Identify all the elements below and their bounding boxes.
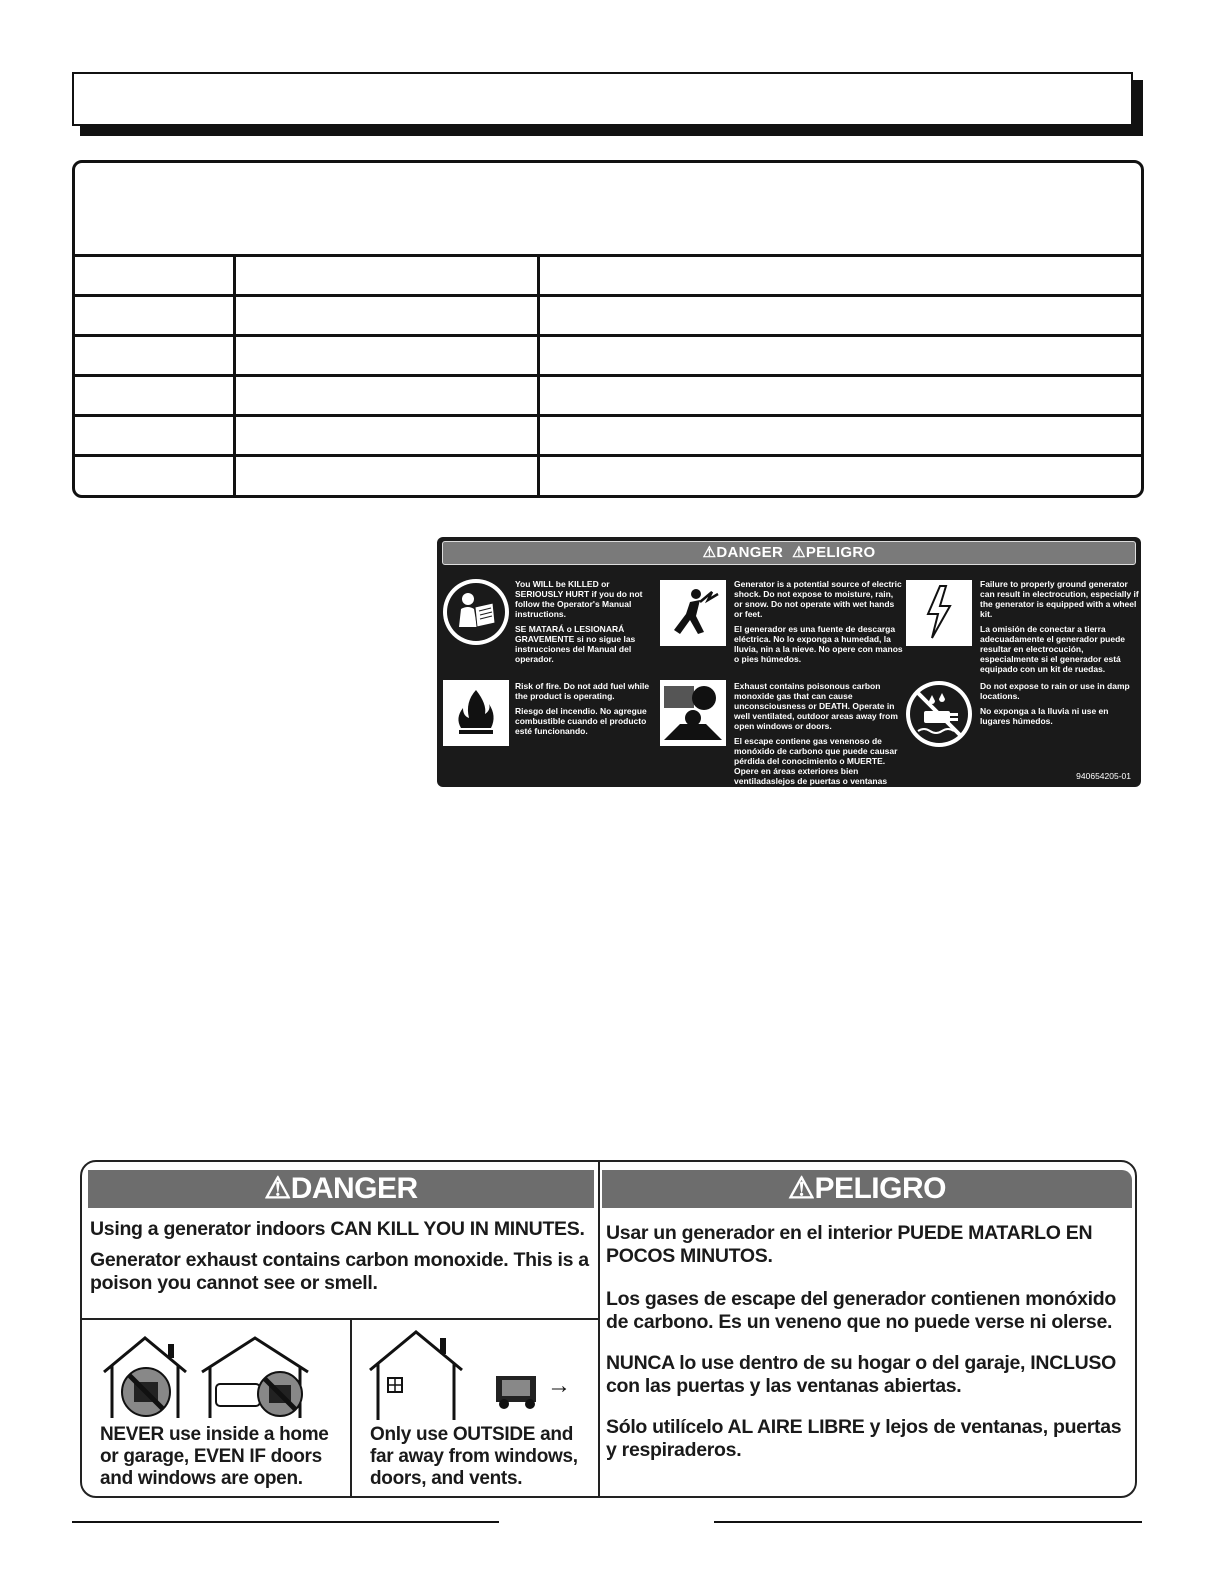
label-text-es: SE MATARÁ o LESIONARÁ GRAVEMENTE si no sigue las instrucciones del Manual del operador. <box>515 624 636 664</box>
label-item-co <box>734 681 909 801</box>
spanish-headline: Usar un generador en el interior PUEDE MATARLO EN POCOS MINUTOS. <box>606 1222 1093 1267</box>
no-rain-icon <box>904 679 974 749</box>
panel-divider <box>598 1162 600 1496</box>
table-row <box>75 257 1141 297</box>
spanish-body-1: Los gases de escape del generador contienen monóxido de carbono. Es un veneno que no puede verse ni olerse. <box>606 1288 1116 1333</box>
label-text-en: Do not expose to rain or use in damp locations. <box>980 681 1130 701</box>
label-item-manual <box>515 579 660 669</box>
label-text-es: El generador es una fuente de descarga eléctrica. No lo exponga a humedad, la lluvia, nin a la nieve. No opere con manos o pies húmedos. <box>734 624 903 664</box>
peligro-title-bar <box>602 1170 1132 1208</box>
label-title-peligro: PELIGRO <box>805 544 876 561</box>
label-text-en: Exhaust contains poisonous carbon monoxide gas that can cause unconsciousness or DEATH. Operate in well ventilated, outdoor areas away from open windows or doors. <box>734 681 898 731</box>
label-text-en: You WILL be KILLED or SERIOUSLY HURT if you do not follow the Operator's Manual instructions. <box>515 579 643 619</box>
table-row <box>75 457 1141 495</box>
table-row <box>75 297 1141 337</box>
electrocution-icon <box>906 580 972 646</box>
electric-shock-icon <box>660 580 726 646</box>
read-manual-icon <box>441 577 511 647</box>
outside-only-text: Only use OUTSIDE and far away from windows, doors, and vents. <box>370 1424 578 1489</box>
symbols-table <box>72 160 1144 498</box>
danger-title: DANGER <box>290 1172 418 1205</box>
garage-no-generator-icon <box>198 1334 312 1420</box>
label-text-es: El escape contiene gas venenoso de monóxido de carbono que puede causar pérdida del conocimiento o MUERTE. Opere en áreas exteriores bien ventiladaslejos de puertas o ventanas abiertas. <box>734 736 898 796</box>
footer-rule-right <box>714 1521 1142 1523</box>
house-outside-icon <box>366 1328 466 1422</box>
label-title-bar <box>442 541 1136 565</box>
warning-triangle-icon: ⚠ <box>264 1172 291 1205</box>
danger-headline-part-2: CAN KILL YOU IN MINUTES. <box>330 1218 585 1240</box>
table-header <box>75 163 1141 257</box>
label-text-en: Failure to properly ground generator can result in electrocution, especially if the generator is equipped with a wheel kit. <box>980 579 1139 619</box>
label-text-es: La omisión de conectar a tierra adecuadamente el generador puede resultar en electrocución, especialmente si el generador está equipado con un kit de ruedas. <box>980 624 1126 674</box>
danger-title-bar <box>88 1170 594 1208</box>
table-row <box>75 417 1141 457</box>
label-item-rain <box>980 681 1130 731</box>
never-indoors-text: NEVER use inside a home or garage, EVEN IF doors and windows are open. <box>100 1424 329 1489</box>
danger-headline-part-1: Using a generator indoors <box>90 1218 326 1240</box>
label-text-es: No exponga a la lluvia ni use en lugares húmedos. <box>980 706 1109 726</box>
danger-english-text <box>90 1218 595 1295</box>
warning-triangle-icon: ⚠ <box>788 1172 815 1205</box>
carbon-monoxide-icon <box>660 680 726 746</box>
warning-triangle-icon: ⚠ <box>792 544 806 561</box>
panel-inner-divider <box>350 1318 352 1498</box>
label-item-fire <box>515 681 660 741</box>
footer-rule-left <box>72 1521 499 1523</box>
house-no-generator-icon <box>100 1334 190 1420</box>
danger-panel <box>80 1160 1137 1498</box>
section-header-box <box>72 72 1133 126</box>
spanish-body-2: NUNCA lo use dentro de su hogar o del garaje, INCLUSO con las puertas y las ventanas abiertas. <box>606 1352 1116 1397</box>
label-item-shock <box>734 579 904 669</box>
danger-body: Generator exhaust contains carbon monoxide. This is a poison you cannot see or smell. <box>90 1249 589 1294</box>
table-row <box>75 337 1141 377</box>
label-title-danger: DANGER <box>716 544 784 561</box>
label-item-ground <box>980 579 1140 679</box>
label-text-en: Generator is a potential source of electric shock. Do not expose to moisture, rain, or snow. Do not operate with wet hands or feet. <box>734 579 902 619</box>
label-part-number: 940654205-01 <box>1076 771 1131 781</box>
fire-icon <box>443 680 509 746</box>
peligro-title: PELIGRO <box>814 1172 946 1205</box>
label-text-es: Riesgo del incendio. No agregue combustible cuando el producto esté funcionando. <box>515 706 647 736</box>
safety-label <box>437 537 1141 796</box>
table-row <box>75 377 1141 417</box>
label-text-en: Risk of fire. Do not add fuel while the product is operating. <box>515 681 650 701</box>
warning-triangle-icon: ⚠ <box>702 544 717 561</box>
generator-icon <box>492 1370 540 1410</box>
panel-horizontal-divider <box>82 1318 598 1320</box>
arrow-icon: → <box>547 1372 571 1399</box>
spanish-body-3: Sólo utilícelo AL AIRE LIBRE y lejos de ventanas, puertas y respiraderos. <box>606 1416 1122 1461</box>
danger-spanish-text <box>606 1222 1131 1462</box>
